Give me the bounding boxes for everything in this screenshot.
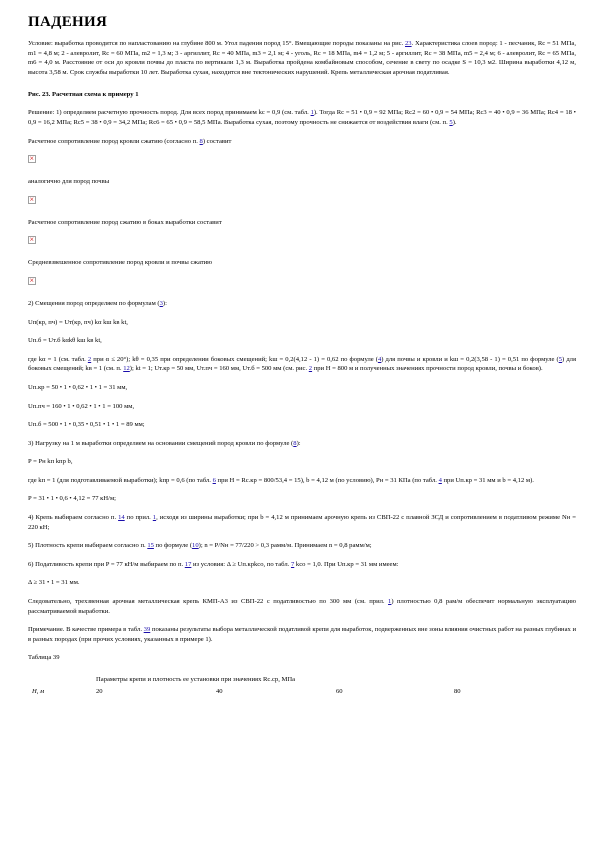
clause-link[interactable]: 8 — [199, 137, 203, 145]
table-link[interactable]: 39 — [143, 626, 151, 634]
clause-link[interactable]: 17 — [184, 560, 192, 568]
load-coefficients-paragraph — [28, 476, 576, 486]
broken-image-icon — [28, 236, 36, 244]
floor-analog-paragraph: аналогично для пород почвы — [28, 178, 110, 186]
roof-strength-text-end: ) составит — [202, 137, 232, 145]
density-text: 5) Плотность крепи выбираем согласно п. — [28, 542, 148, 550]
broken-image-icon — [28, 155, 36, 163]
coeff-text: ); kt = 1; Uт.кр = 50 мм, Uт.пч = 160 мм, Uт.б = 500 мм (см. рис. — [129, 365, 309, 373]
calc-line: Uп.пч = 160 • 1 • 0,62 • 1 • 1 = 100 мм, — [28, 402, 135, 410]
formula-link[interactable]: 8 — [293, 439, 297, 447]
coeff-text: при α ≤ 20°); kθ = 0,35 при определении боковых смещений; kш = 0,2(4,12 - 1) = 0,62 по формуле ( — [91, 355, 378, 363]
density-paragraph — [28, 541, 576, 551]
clause-link[interactable]: 5 — [449, 118, 453, 126]
yield-paragraph — [28, 560, 576, 570]
load-text-end: ): — [296, 439, 301, 447]
figure-caption: Рис. 23. Расчетная схема к примеру 1 — [28, 91, 139, 99]
support-text: 4) Крепь выбираем согласно п. — [28, 514, 119, 522]
calc-line: Δ ≥ 31 • 1 = 31 мм. — [28, 579, 80, 587]
broken-image-icon — [28, 277, 36, 285]
support-text: по прил. — [124, 514, 153, 522]
document-page — [28, 14, 576, 712]
avg-strength-paragraph: Средневзвешенное сопротивление пород кровли и почвы сжатию — [28, 259, 213, 267]
coeff-text: ) для почвы и кровли и kш = 0,2(3,58 - 1) = 0,51 по формуле ( — [381, 355, 559, 363]
formula-link[interactable]: 5 — [558, 355, 563, 363]
table-title: Таблица 39 — [28, 654, 60, 662]
coeff-text: при H = Rc.кр = 800/53,4 = 15), b = 4,12 м (по условию), Pн = 31 КПа (по табл. — [215, 476, 439, 484]
conclusion-paragraph — [28, 597, 576, 616]
support-paragraph — [28, 513, 576, 532]
note-text: Примечание. В качестве примера в табл. — [28, 626, 144, 634]
table-link[interactable]: 2 — [87, 355, 92, 363]
load-paragraph — [28, 439, 576, 449]
density-text: ); n = P/Nн = 77/220 > 0,3 рамм/м. Принимаем n = 0,8 рамм/м; — [198, 542, 372, 550]
condition-paragraph — [28, 39, 576, 77]
page-title: ПАДЕНИЯ — [28, 14, 108, 30]
calc-line: Uп.б = 500 • 1 • 0,35 • 0,51 • 1 • 1 = 89 мм; — [28, 421, 145, 429]
yield-text: из условия: Δ ≥ Uп.крkсо, по табл. — [191, 560, 291, 568]
coeff-text: ) для боковых смещений; kв = 1 (см. п. — [28, 355, 577, 373]
roof-strength-paragraph — [28, 137, 576, 147]
solution-text-mid: ). Тогда Rc = 51 • 0,9 = 92 МПа; Rc2 = 60 • 0,9 = 54 МПа; Rc3 = 40 • 0,9 = 36 МПа; Rc4 = 18 • 0,9 = 16,2 МПа; Rc5 = 38 • 0,9 = 34,2 МПа; Rc6 = 65 • 0,9 = 58,5 МПа. Выработка сухая, поэтому прочность не снижается от воздействия влаги (см. п. — [28, 109, 576, 126]
solution-text: Решение: 1) определяем расчетную прочность пород. Для всех пород принимаем kc = 0,9 (см. табл. — [28, 109, 311, 117]
solution-text-end: ). — [452, 118, 457, 126]
load-text: 3) Нагрузку на 1 м выработки определяем на основании смещений пород кровли по формуле ( — [28, 439, 294, 447]
conclusion-text: ) плотностью 0,8 рам/м обеспечит нормальную эксплуатацию рассматриваемой выработки. — [28, 598, 577, 615]
coeff-text: где kп = 1 (для подготавливаемой выработки); kпр = 0,6 (по табл. — [28, 476, 213, 484]
condition-text: Условие: выработка проводится по напластованию на глубине 800 м. Угол падения пород 15°. Вмещающие породы показаны на рис. — [28, 40, 405, 47]
figure-link[interactable]: 23 — [405, 40, 412, 47]
table-header-value: 40 — [216, 688, 223, 695]
clause-link[interactable]: 14 — [118, 514, 125, 522]
formula-line: Uп.б = Uт.б kαkθ kш kв kt, — [28, 337, 102, 345]
side-strength-paragraph: Расчетное сопротивление пород сжатию в боках выработки составит — [28, 218, 222, 226]
formula-line: P = Pн kп kпр b, — [28, 458, 73, 466]
table-column-header-depth: H, м — [32, 688, 45, 695]
table-link[interactable]: 4 — [438, 476, 442, 484]
table-link[interactable]: 1 — [310, 109, 314, 117]
table-link[interactable]: 6 — [212, 476, 216, 484]
table-39 — [28, 672, 576, 712]
yield-text: 6) Податливость крепи при P = 77 кН/м выбираем по п. — [28, 560, 185, 568]
conclusion-text: Следовательно, трехзвенная арочная металлическая крепь КМП-А3 из СВП-22 с податливостью по 300 мм (см. прил. — [28, 598, 389, 606]
calc-line: P = 31 • 1 • 0,6 • 4,12 = 77 кН/м; — [28, 495, 116, 503]
clause-link[interactable]: 15 — [147, 542, 154, 550]
note-text: показаны результаты выбора металлической податливой крепи для выработок, подверженных вне зоны влияния очистных работ на разных глубинах и в разных породах (при прочих условиях, указанных в примере 1). — [28, 626, 576, 643]
formula-link[interactable]: 10 — [192, 542, 199, 550]
yield-text: kсо = 1,0. При Uп.кр = 31 мм имеем: — [294, 560, 399, 568]
solution-paragraph — [28, 108, 576, 127]
formula-link[interactable]: 4 — [377, 355, 382, 363]
density-text: по формуле ( — [153, 542, 193, 550]
displacements-text: 2) Смещения пород определяем по формулам ( — [28, 299, 160, 307]
support-text: , исходя из ширины выработки; при b = 4,12 м принимаем арочную крепь из СВП-22 с плавной ЗСД и сопротивлением в податливом режиме Nн = 220 кН; — [28, 514, 576, 531]
formula-link[interactable]: 3 — [159, 299, 163, 307]
coeff-text: при Uп.кр = 31 мм и b = 4,12 м). — [441, 476, 534, 484]
table-header-value: 20 — [96, 688, 103, 695]
appendix-link[interactable]: 1 — [152, 514, 157, 522]
coeff-text: при H = 800 м и полученных значениях прочности пород кровли, почвы и боков). — [312, 365, 543, 373]
figure-link[interactable]: 2 — [308, 365, 313, 373]
displacements-text-end: ): — [162, 299, 167, 307]
displacements-paragraph — [28, 299, 576, 309]
table-header: Параметры крепи и плотность ее установки при значениях Rc.ср, МПа — [96, 676, 296, 683]
roof-strength-text: Расчетное сопротивление пород кровли сжатию (согласно п. — [28, 137, 200, 145]
table-link[interactable]: 7 — [290, 560, 295, 568]
table-header-value: 60 — [336, 688, 343, 695]
coefficients-paragraph — [28, 355, 576, 374]
table-header-value: 80 — [454, 688, 461, 695]
clause-link[interactable]: 12 — [123, 365, 130, 373]
coeff-text: где kα = 1 (см. табл. — [28, 355, 88, 363]
broken-image-icon — [28, 196, 36, 204]
calc-line: Uп.кр = 50 • 1 • 0,62 • 1 • 1 = 31 мм, — [28, 383, 128, 391]
appendix-link[interactable]: 1 — [388, 598, 392, 606]
condition-text-cont: . Характеристика слоев пород: 1 - песчаник, Rc = 51 МПа, m1 = 4,8 м; 2 - алевролит, Rc = 60 МПа, m2 = 1,3 м; 3 - аргиллит, Rc = 40 МПа, m3 = 2,1 м; 4 - уголь, Rc = 18 МПа, m4 = 1,2 м; 5 - аргиллит, Rc = 38 МПа, m5 = 2,4 м; 6 - алевролит, Rc = 65 МПа, m6 = 4,0 м. Расстояние от оси до кровли почвы до пласта по вертикали 1,3 м. Выработка пройдена комбайновым способом, сечение в свету по осадке S = 10,3 м2. Ширина выработки 4,12 м, высота 3,58 м. Срок службы выработки 10 лет. Выработка сухая, находится вне тектонических нарушений. Крепь металлическая арочная податливая. — [28, 40, 576, 76]
note-paragraph — [28, 625, 576, 644]
formula-line: Uп(кр, пч) = Uт(кр, пч) kα kш kв kt, — [28, 318, 128, 326]
